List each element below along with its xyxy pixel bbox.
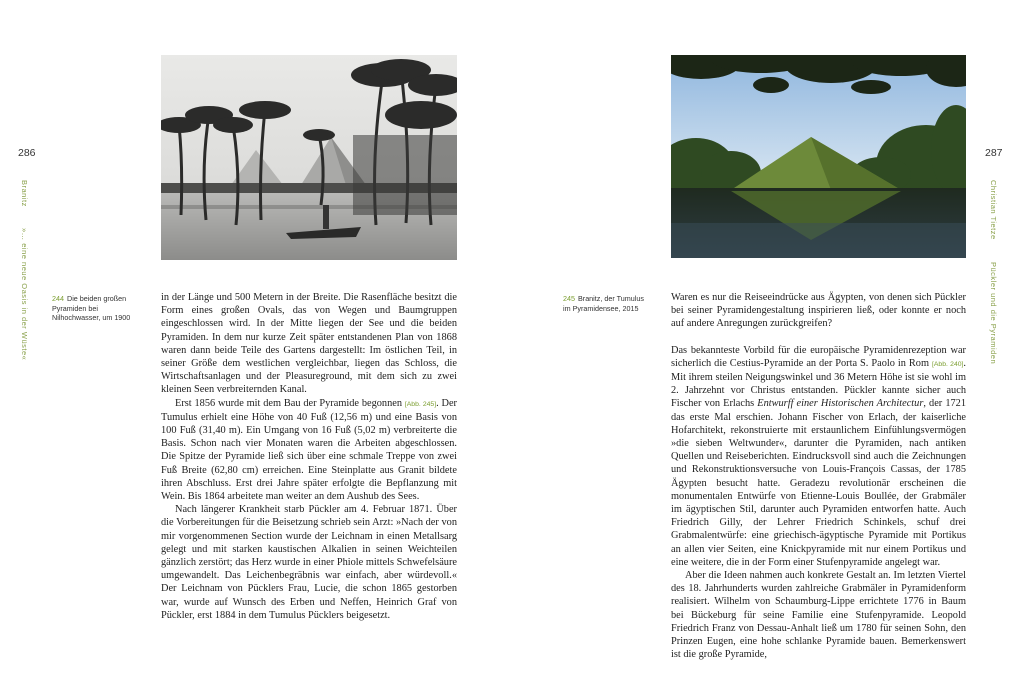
page-number-left: 286 bbox=[18, 147, 36, 159]
caption-number: 245 bbox=[563, 294, 575, 303]
figure-reference: [Abb. 245] bbox=[404, 400, 437, 408]
caption-244 bbox=[52, 294, 136, 323]
caption-text: Branitz, der Tumulus im Pyramidensee, 2015 bbox=[563, 294, 644, 313]
body-text-left bbox=[161, 291, 457, 622]
page-number-right: 287 bbox=[985, 147, 1003, 159]
running-head-chapter-right: Pückler und die Pyramiden bbox=[989, 262, 998, 365]
paragraph: in der Länge und 500 Metern in der Breite. Die Rasenfläche besitzt die Form eines großen Ovals, das von Wegen und Baumgruppen eingeschlossen wird. In der Mitte liegen der See und die beiden Pyramiden. In dem nur kurze Zeit später entstandenen Plan von 1868 waren dann beide Teile des Gartens dargestellt: Im östlichen Teil, in seiner Größe dem westlichen vergleichbar, liegen das Schloss, die Wirtschaftsanlagen und der Pleasureground, mit dem sich zu zwei kleinen Seen verbreiternden Kanal. bbox=[161, 292, 457, 396]
paragraph: Aber die Ideen nahmen auch konkrete Gestalt an. Im letzten Viertel des 18. Jahrhunderts wurden zahlreiche Grabmäler in Pyramidenform realisiert. Wilhelm von Schaumburg-Lippe errichtete 1776 in Baum bei Bückeburg für seine Familie eine Stufenpyramide. Leopold Friedrich Franz von Dessau-Anhalt ließ um 1780 für seinen Sohn, den Prinzen Eugen, eine hohe schlanke Pyramide bauen. Bemerkenswert ist die große Pyramide, bbox=[671, 570, 966, 661]
paragraph: Waren es nur die Reiseeindrücke aus Ägypten, von denen sich Pückler bei seiner Pyramidengestaltung inspirieren ließ, oder konnte er noch auf andere Anregungen zurückgreifen? bbox=[671, 292, 966, 330]
caption-number: 244 bbox=[52, 294, 64, 303]
paragraph: Das bekannteste Vorbild für die europäische Pyramidenrezeption war sicherlich die Cestius-Pyramide an der Porta S. Paolo in Rom [Abb. 240]. Mit ihrem steilen Neigungswinkel und 36 Metern Höhe ist sie wohl im 2. Jahrzehnt vor Christus entstanden. Pückler kannte sicher auch Fischer von Erlachs Entwurff einer Historischen Architectur, der 1721 das erste Mal erschien. Johann Fischer von Erlach, der kaiserliche Hofarchitekt, rekonstruierte mit erstaunlichem Einfühlungsvermögen »die sieben Weltwunder«, darunter die Pyramiden, nach antiken Quellen und Reiseberichten. Eindrucksvoll sind auch die Zeichnungen und Rekonstruktionsversuche von Louis-François Cassas, der 1785 Ägypten besucht hatte. Geradezu revolutionär erscheinen die monumentalen Entwürfe von Etienne-Louis Boullée, der Grabmäler im ägyptischen Stil, darunter auch Pyramiden entworfen hatte. Auch Friedrich Gilly, der Lehrer Friedrich Schinkels, schuf drei Grabmalentwürfe: eine griechisch-ägyptische Pyramide mit Portikus an allen vier Seiten, eine Knickpyramide mit nur einem Portikus und eine weitere, die in der Form einer Stufenpyramide angelegt war. bbox=[671, 344, 967, 568]
running-head-author: Christian Tietze bbox=[989, 180, 998, 240]
body-text-right bbox=[671, 291, 966, 661]
caption-text: Die beiden großen Pyramiden bei Nilhochwasser, um 1900 bbox=[52, 294, 131, 323]
caption-245 bbox=[563, 294, 649, 313]
photo-branitz-tumulus bbox=[671, 55, 966, 258]
paragraph: Erst 1856 wurde mit dem Bau der Pyramide begonnen [Abb. 245]. Der Tumulus erhielt eine Höhe von 40 Fuß (12,56 m) und eine Basis von 100 Fuß (31,40 m). Ein Umgang von 16 Fuß (5,02 m) verbreiterte die Basis. Schon nach vier Monaten waren die Arbeiten abgeschlossen. Die Spitze der Pyramide ließ sich über eine schmale Treppe von zwei Fuß Breite (62,80 cm) erreichen. Eine Steinplatte aus Granit bildete ihren Abschluss. Erst drei Jahre später erfolgte die Bepflanzung mit Wein. Bis 1864 arbeitete man weiter an dem Aushub des Sees. bbox=[161, 397, 457, 503]
running-head-title: Branitz bbox=[20, 180, 29, 207]
book-title: Entwurff einer Historischen Architectur bbox=[757, 398, 924, 410]
photo-pyramids-nile-flood bbox=[161, 55, 457, 260]
running-head-chapter-left: »… eine neue Oasis in der Wüste« bbox=[20, 228, 29, 361]
paragraph: Nach längerer Krankheit starb Pückler am 4. Februar 1871. Über die Vorbereitungen für die Beisetzung schrieb sein Arzt: »Nach der von mir vorgenommenen Section wurde der Leichnam in einen Metallsarg gelegt und mit starken kaustischen Alkalien in seinen Weichteilen gänzlich zerstört; das Herz wurde in einer Phiole mittels Schwefelsäure umgewandelt. Das Leichenbegräbnis war einfach, aber würdevoll.« Der Leichnam von Pücklers Frau, Lucie, die schon 1865 gestorben war, wurde auf Wunsch des Erben und Neffen, Heinrich Graf von Pückler, erst 1884 in dem Tumulus Pücklers beigesetzt. bbox=[161, 504, 457, 621]
figure-reference: [Abb. 240] bbox=[932, 360, 964, 368]
